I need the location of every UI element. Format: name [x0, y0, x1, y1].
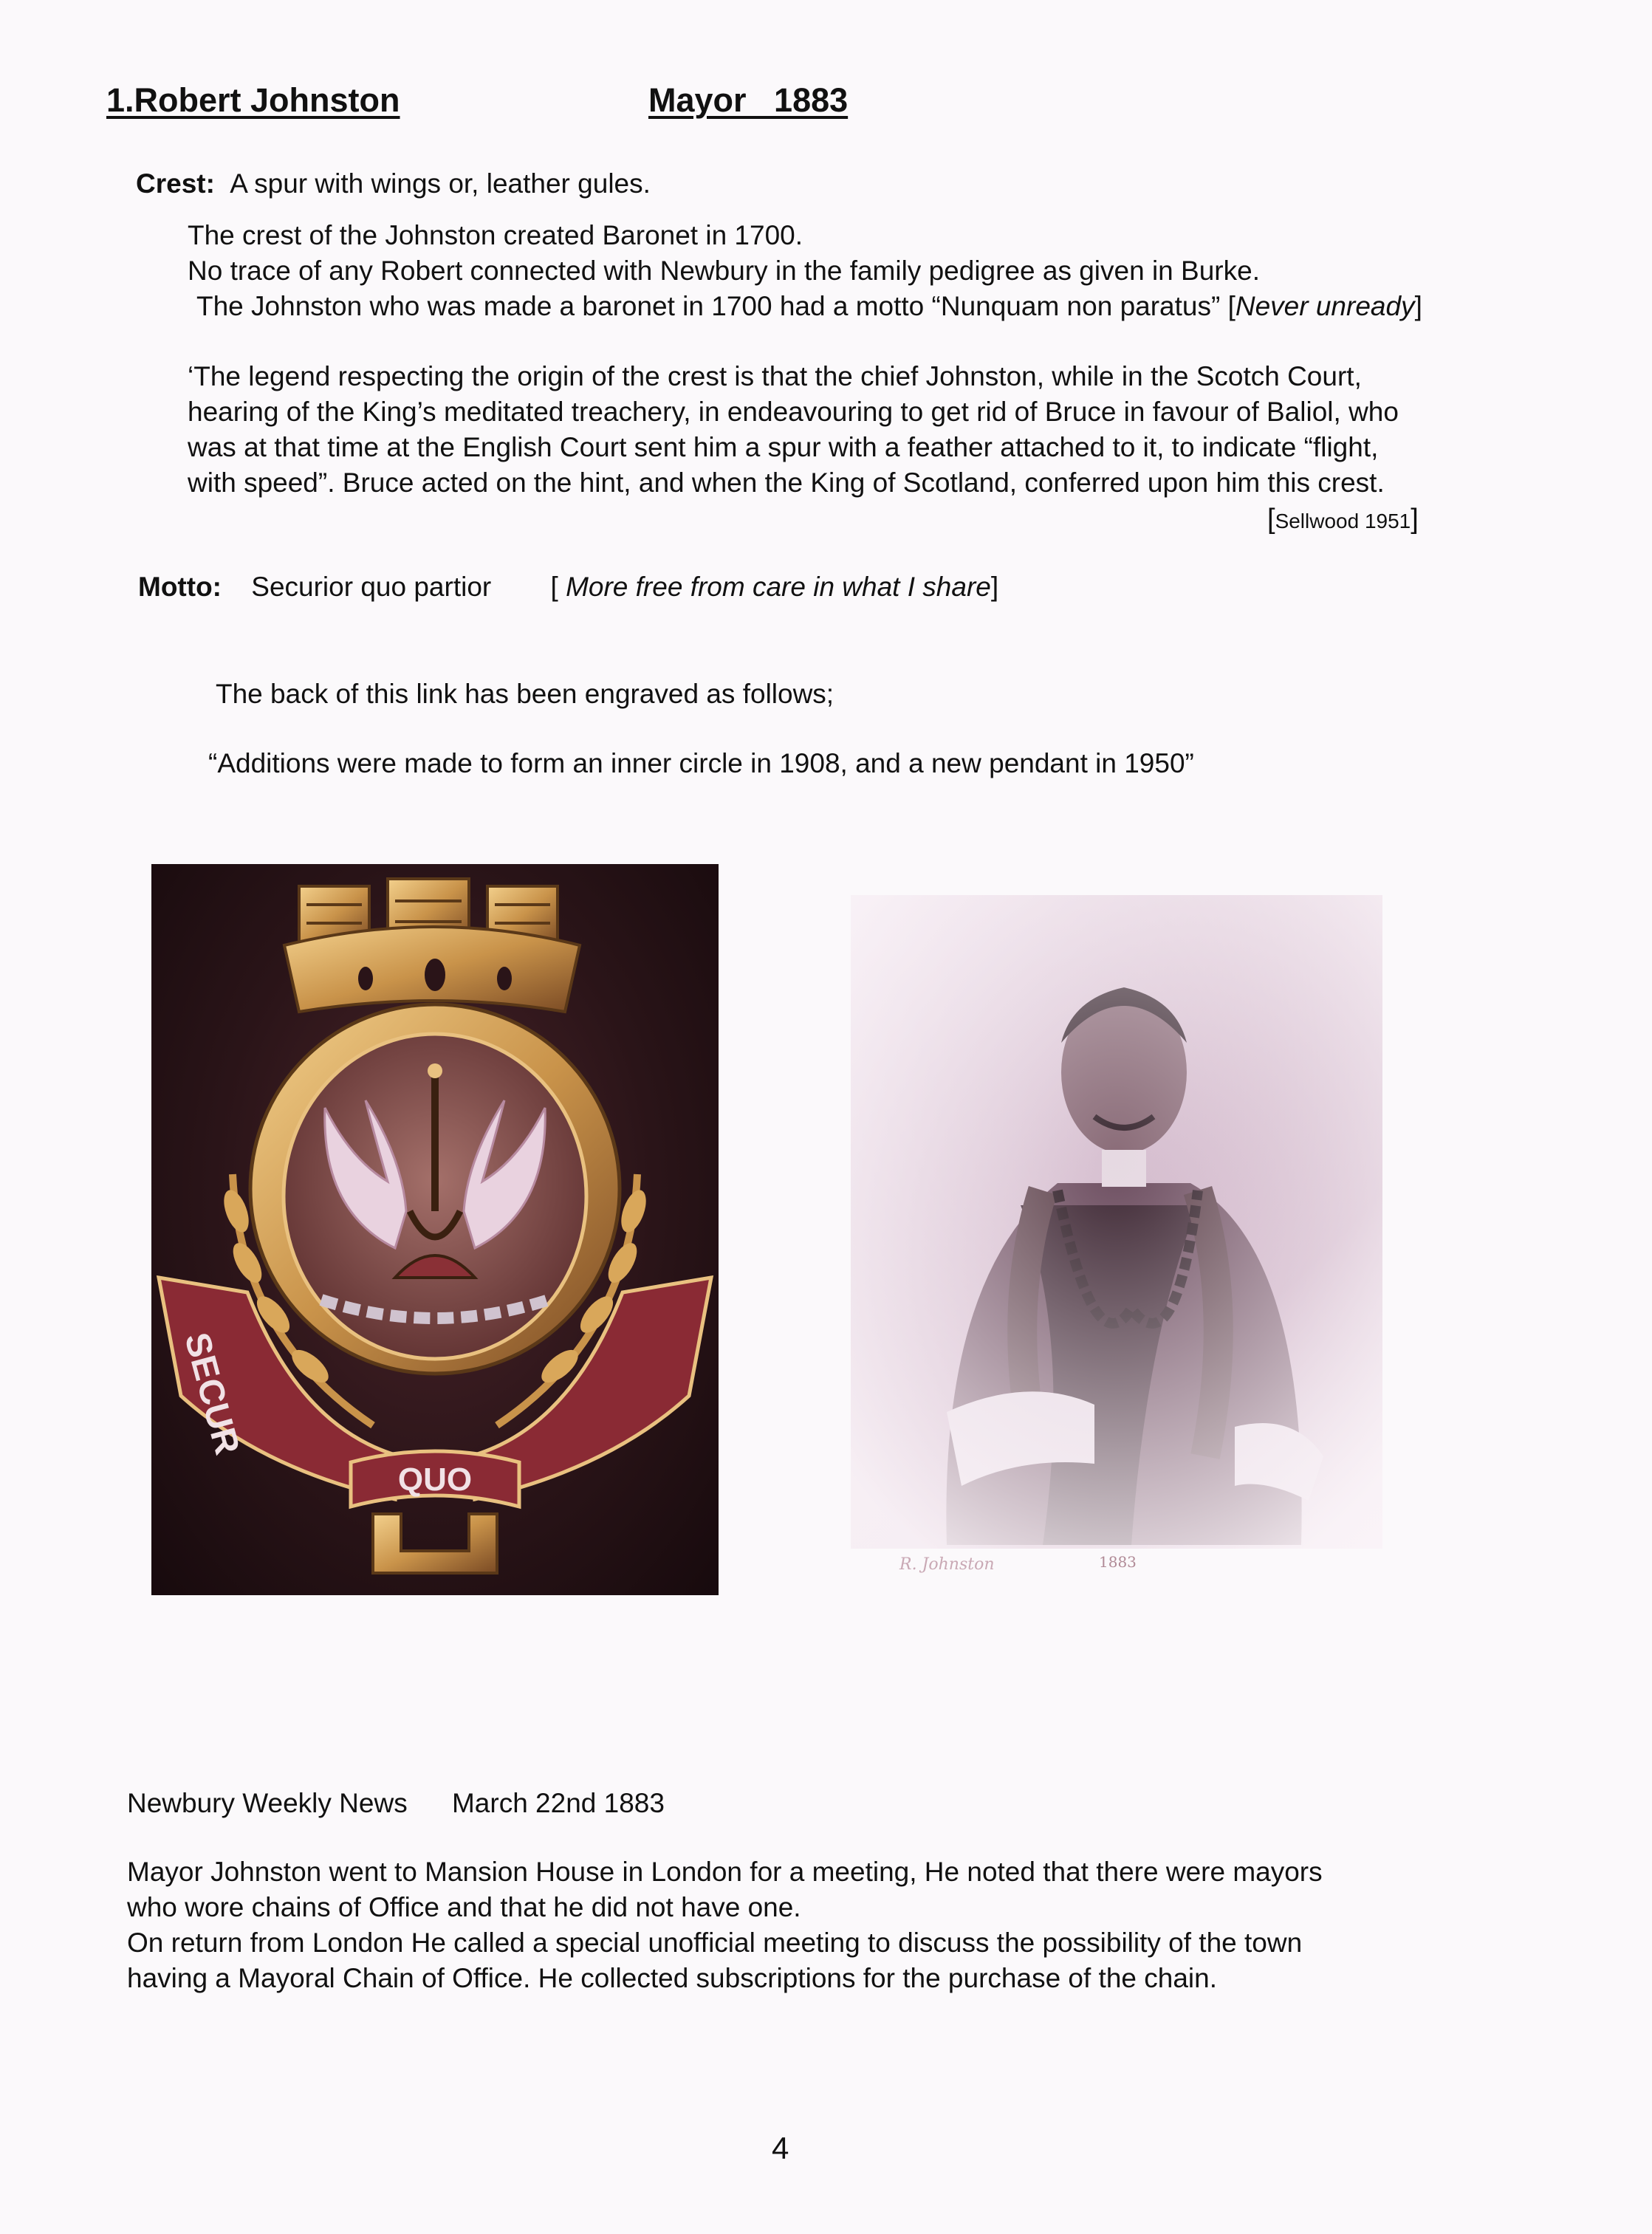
motto-label: Motto: — [138, 572, 222, 602]
legend-line-1: ‘The legend respecting the origin of the crest is that the chief Johnston, while in the Scotch Court, — [188, 361, 1362, 391]
news-line-2: who wore chains of Office and that he did not have one. — [127, 1892, 801, 1922]
crest-note-close: ] — [1414, 291, 1422, 321]
crest-note-2: No trace of any Robert connected with Newbury in the family pedigree as given in Burke. — [188, 256, 1260, 286]
engraving-intro: The back of this link has been engraved as follows; — [216, 679, 834, 709]
motto-translation: More free from care in what I share — [566, 572, 991, 602]
crest-note-1: The crest of the Johnston created Baronet in 1700. — [188, 220, 803, 250]
news-line-1: Mayor Johnston went to Mansion House in London for a meeting, He noted that there were mayors — [127, 1857, 1323, 1887]
motto-text: Securior quo partior — [251, 572, 492, 602]
chain-link-badge-image — [151, 864, 719, 1595]
mayor-name-heading: 1.Robert Johnston — [106, 81, 400, 119]
badge-scroll-text-left: SECUR — [176, 1329, 247, 1459]
portrait-signature: R. Johnston — [899, 1555, 995, 1574]
crest-note-3 — [196, 289, 1422, 324]
news-line-3: On return from London He called a special unofficial meeting to discuss the possibility of the town — [127, 1928, 1303, 1958]
page-number: 4 — [772, 2131, 789, 2165]
engraving-quote: “Additions were made to form an inner circle in 1908, and a new pendant in 1950” — [208, 748, 1194, 778]
motto-line: Motto: Securior quo partior [ More free from care in what I share] — [138, 572, 999, 602]
legend-line-2: hearing of the King’s meditated treachery, in endeavouring to get rid of Bruce in favour of Baliol, who — [188, 397, 1399, 427]
crest-blazon: A spur with wings or, leather gules. — [230, 168, 651, 199]
mayor-year-heading: Mayor 1883 — [648, 81, 849, 119]
news-source: Newbury Weekly News — [127, 1788, 408, 1818]
crest-note-translation: Never unready — [1235, 291, 1415, 321]
mayor-portrait-image — [851, 895, 1382, 1549]
crest-line — [136, 166, 651, 202]
news-line-4: having a Mayoral Chain of Office. He collected subscriptions for the purchase of the chain. — [127, 1963, 1218, 1993]
badge-scroll-text-bottom: QUO — [397, 1462, 473, 1498]
crest-note-3-text: The Johnston who was made a baronet in 1700 had a motto “Nunquam non paratus” [ — [196, 291, 1235, 321]
portrait-year: 1883 — [1099, 1553, 1137, 1571]
news-date: March 22nd 1883 — [451, 1788, 665, 1818]
badge-photo — [151, 864, 719, 1595]
portrait-photo — [851, 895, 1382, 1549]
news-citation — [127, 1786, 665, 1821]
legend-line-4: with speed”. Bruce acted on the hint, and when the King of Scotland, conferred upon him this crest. — [188, 467, 1385, 498]
legend-line-3: was at that time at the English Court sent him a spur with a feather attached to it, to indicate “flight, — [188, 432, 1379, 462]
crest-label: Crest: — [136, 168, 215, 199]
legend-citation-source: Sellwood 1951 — [1275, 510, 1411, 532]
legend-citation: [Sellwood 1951] — [1267, 504, 1419, 535]
